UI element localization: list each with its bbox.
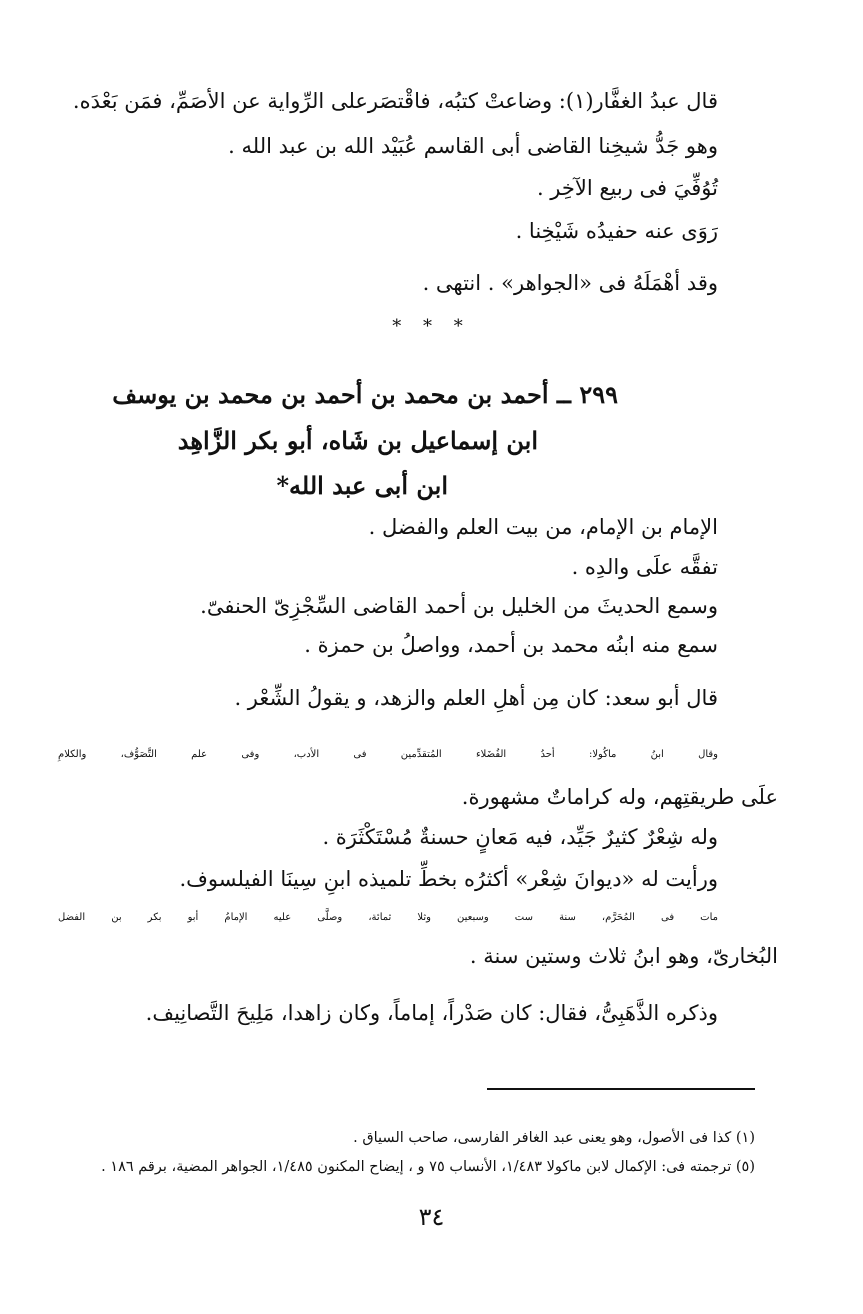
entry-heading-line: ابن إسماعيل بن شَاه، أبو بكر الزَّاهِد: [177, 426, 538, 455]
text-line: رَوَى عنه حفيدُه شَيْخِنا .: [515, 219, 718, 243]
text-line: تُوُفِّيَ فى ربيع الآخِر .: [536, 176, 718, 200]
entry-heading-line: ابن أبى عبد الله*: [276, 471, 448, 500]
text-line: وسمع الحديثَ من الخليل بن أحمد القاضى السِّجْزِىّ الحنفىّ.: [200, 594, 718, 618]
text-line: الإمام بن الإمام، من بيت العلم والفضل .: [368, 515, 718, 539]
text-line: علَى طريقتِهم، وله كراماتٌ مشهورة.: [461, 785, 778, 809]
text-line: وله شِعْرٌ كثيرٌ جَيِّد، فيه مَعانٍ حسنةٌ مُسْتَكْثَرَة .: [322, 825, 718, 849]
text-line: وقال ابنُ ماكُولا: أحدُ الفُضَلاء المُتقدِّمين فى الأدب، وفى علم التَّصَوُّف، والكلامِ: [58, 749, 718, 760]
footnote: (١) كذا فى الأصول، وهو يعنى عبد الغافر الفارسى، صاحب السياق .: [353, 1130, 755, 1146]
text-line: قال أبو سعد: كان مِن أهلِ العلم والزهد، و يقولُ الشِّعْر .: [234, 686, 718, 710]
text-line: سمع منه ابنُه محمد بن أحمد، وواصلُ بن حمزة .: [304, 633, 718, 657]
text-line: وقد أهْمَلَهُ فى «الجواهر» . انتهى .: [422, 271, 718, 295]
entry-heading-line: ٢٩٩ ــ أحمد بن محمد بن أحمد بن محمد بن يوسف: [112, 380, 618, 409]
text-line: وهو جَدُّ شيخِنا القاضى أبى القاسم عُبَيْد الله بن عبد الله .: [228, 134, 718, 158]
text-line: وذكره الذَّهَبِىُّ، فقال: كان صَدْراً، إماماً، وكان زاهدا، مَلِيحَ التَّصانِيف.: [145, 1001, 718, 1025]
text-line: ورأيت له «ديوانَ شِعْر» أكثرُه بخطِّ تلميذه ابنِ سِينَا الفيلسوف.: [179, 867, 718, 891]
text-line: مات فى المُحَرَّم، سنة ست وسبعين وثلا ثمائة، وصلَّى عليه الإمامُ أبو بكر بن الفضل: [58, 912, 718, 923]
footnote-rule: [487, 1088, 755, 1090]
text-line: البُخارىّ، وهو ابنُ ثلاث وستين سنة .: [469, 944, 778, 968]
footnote: (٥) ترجمته فى: الإكمال لابن ماكولا ١/٤٨٣، الأنساب ٧٥ و ، إيضاح المكنون ١/٤٨٥، الجواهر المضية، برقم ١٨٦ .: [101, 1159, 755, 1175]
text-line: قال عبدُ الغفَّار(١): وضاعتْ كتبُه، فاقْتصَرعلى الرِّواية عن الأصَمِّ، فمَن بَعْدَه.: [72, 89, 718, 113]
page-number: ٣٤: [418, 1203, 445, 1231]
section-separator: * * *: [392, 316, 471, 337]
text-line: تفقَّه علَى والدِه .: [571, 555, 718, 579]
